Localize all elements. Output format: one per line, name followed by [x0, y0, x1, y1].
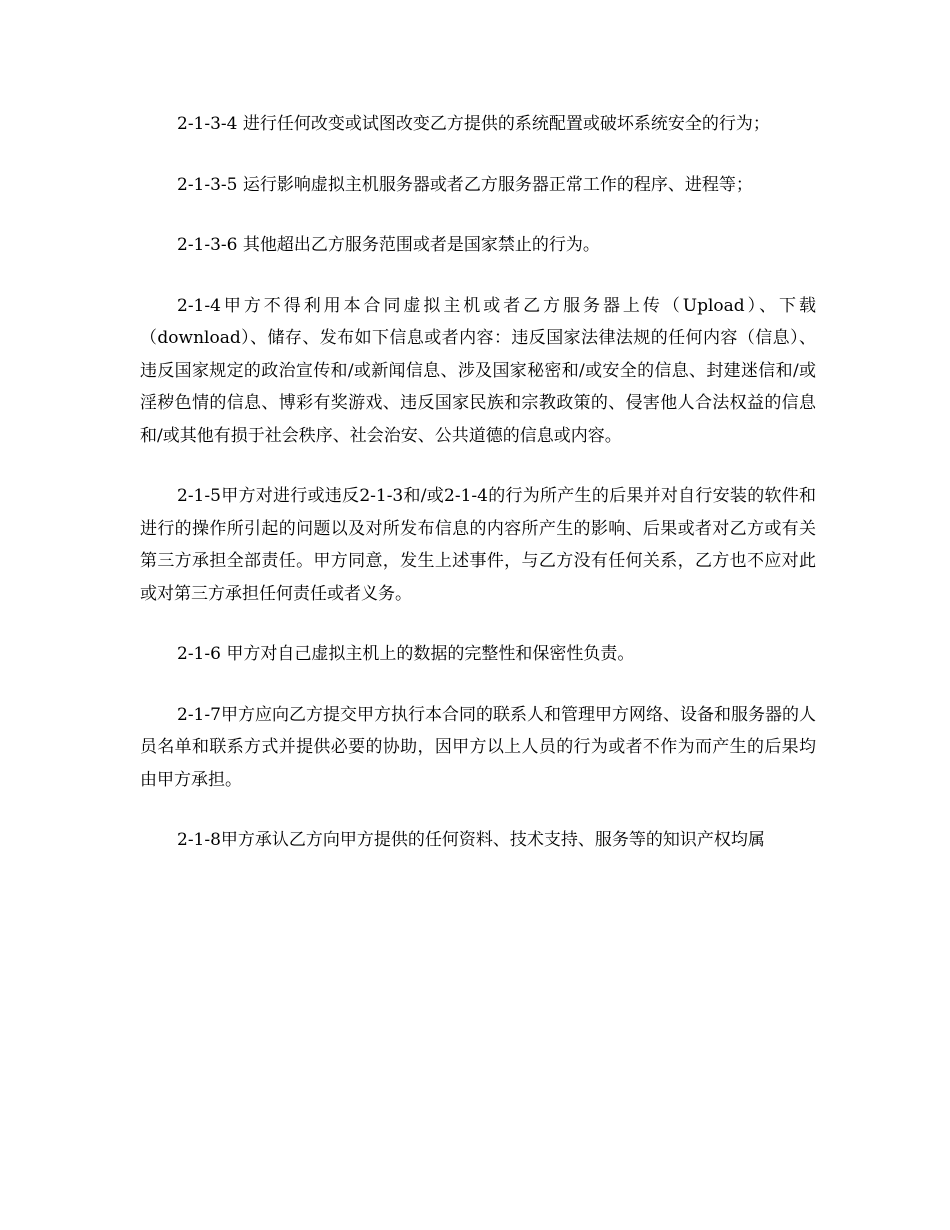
- clause-2-1-5: 2-1-5甲方对进行或违反2-1-3和/或2-1-4的行为所产生的后果并对自行安装的软件和进行的操作所引起的问题以及对所发布信息的内容所产生的影响、后果或者对乙方或有关第三方承担全部责任。甲方同意，发生上述事件，与乙方没有任何关系，乙方也不应对此或对第三方承担任何责任或者义务。: [140, 486, 816, 604]
- document-page: [140, 108, 816, 885]
- clause-2-1-3-5: 2-1-3-5 运行影响虚拟主机服务器或者乙方服务器正常工作的程序、进程等；: [177, 174, 753, 195]
- clause-2-1-8: 2-1-8甲方承认乙方向甲方提供的任何资料、技术支持、服务等的知识产权均属: [177, 830, 765, 850]
- clause-2-1-6: 2-1-6 甲方对自己虚拟主机上的数据的完整性和保密性负责。: [177, 644, 635, 664]
- clause-2-1-7: 2-1-7甲方应向乙方提交甲方执行本合同的联系人和管理甲方网络、设备和服务器的人员名单和联系方式并提供必要的协助，因甲方以上人员的行为或者不作为而产生的后果均由甲方承担。: [140, 704, 816, 790]
- clause-2-1-3-6: 2-1-3-6 其他超出乙方服务范围或者是国家禁止的行为。: [177, 235, 600, 255]
- clause-2-1-3-4: 2-1-3-4 进行任何改变或试图改变乙方提供的系统配置或破坏系统安全的行为；: [177, 114, 770, 134]
- clause-2-1-4: 2-1-4甲方不得利用本合同虚拟主机或者乙方服务器上传（Upload）、下载（download）、储存、发布如下信息或者内容：违反国家法律法规的任何内容（信息）、违反国家规定的政治宣传和/或新闻信息、涉及国家秘密和/或安全的信息、封建迷信和/或淫秽色情的信息、博彩有奖游戏、违反国家民族和宗教政策的、侵害他人合法权益的信息和/或其他有损于社会秩序、社会治安、公共道德的信息或内容。: [140, 295, 816, 446]
